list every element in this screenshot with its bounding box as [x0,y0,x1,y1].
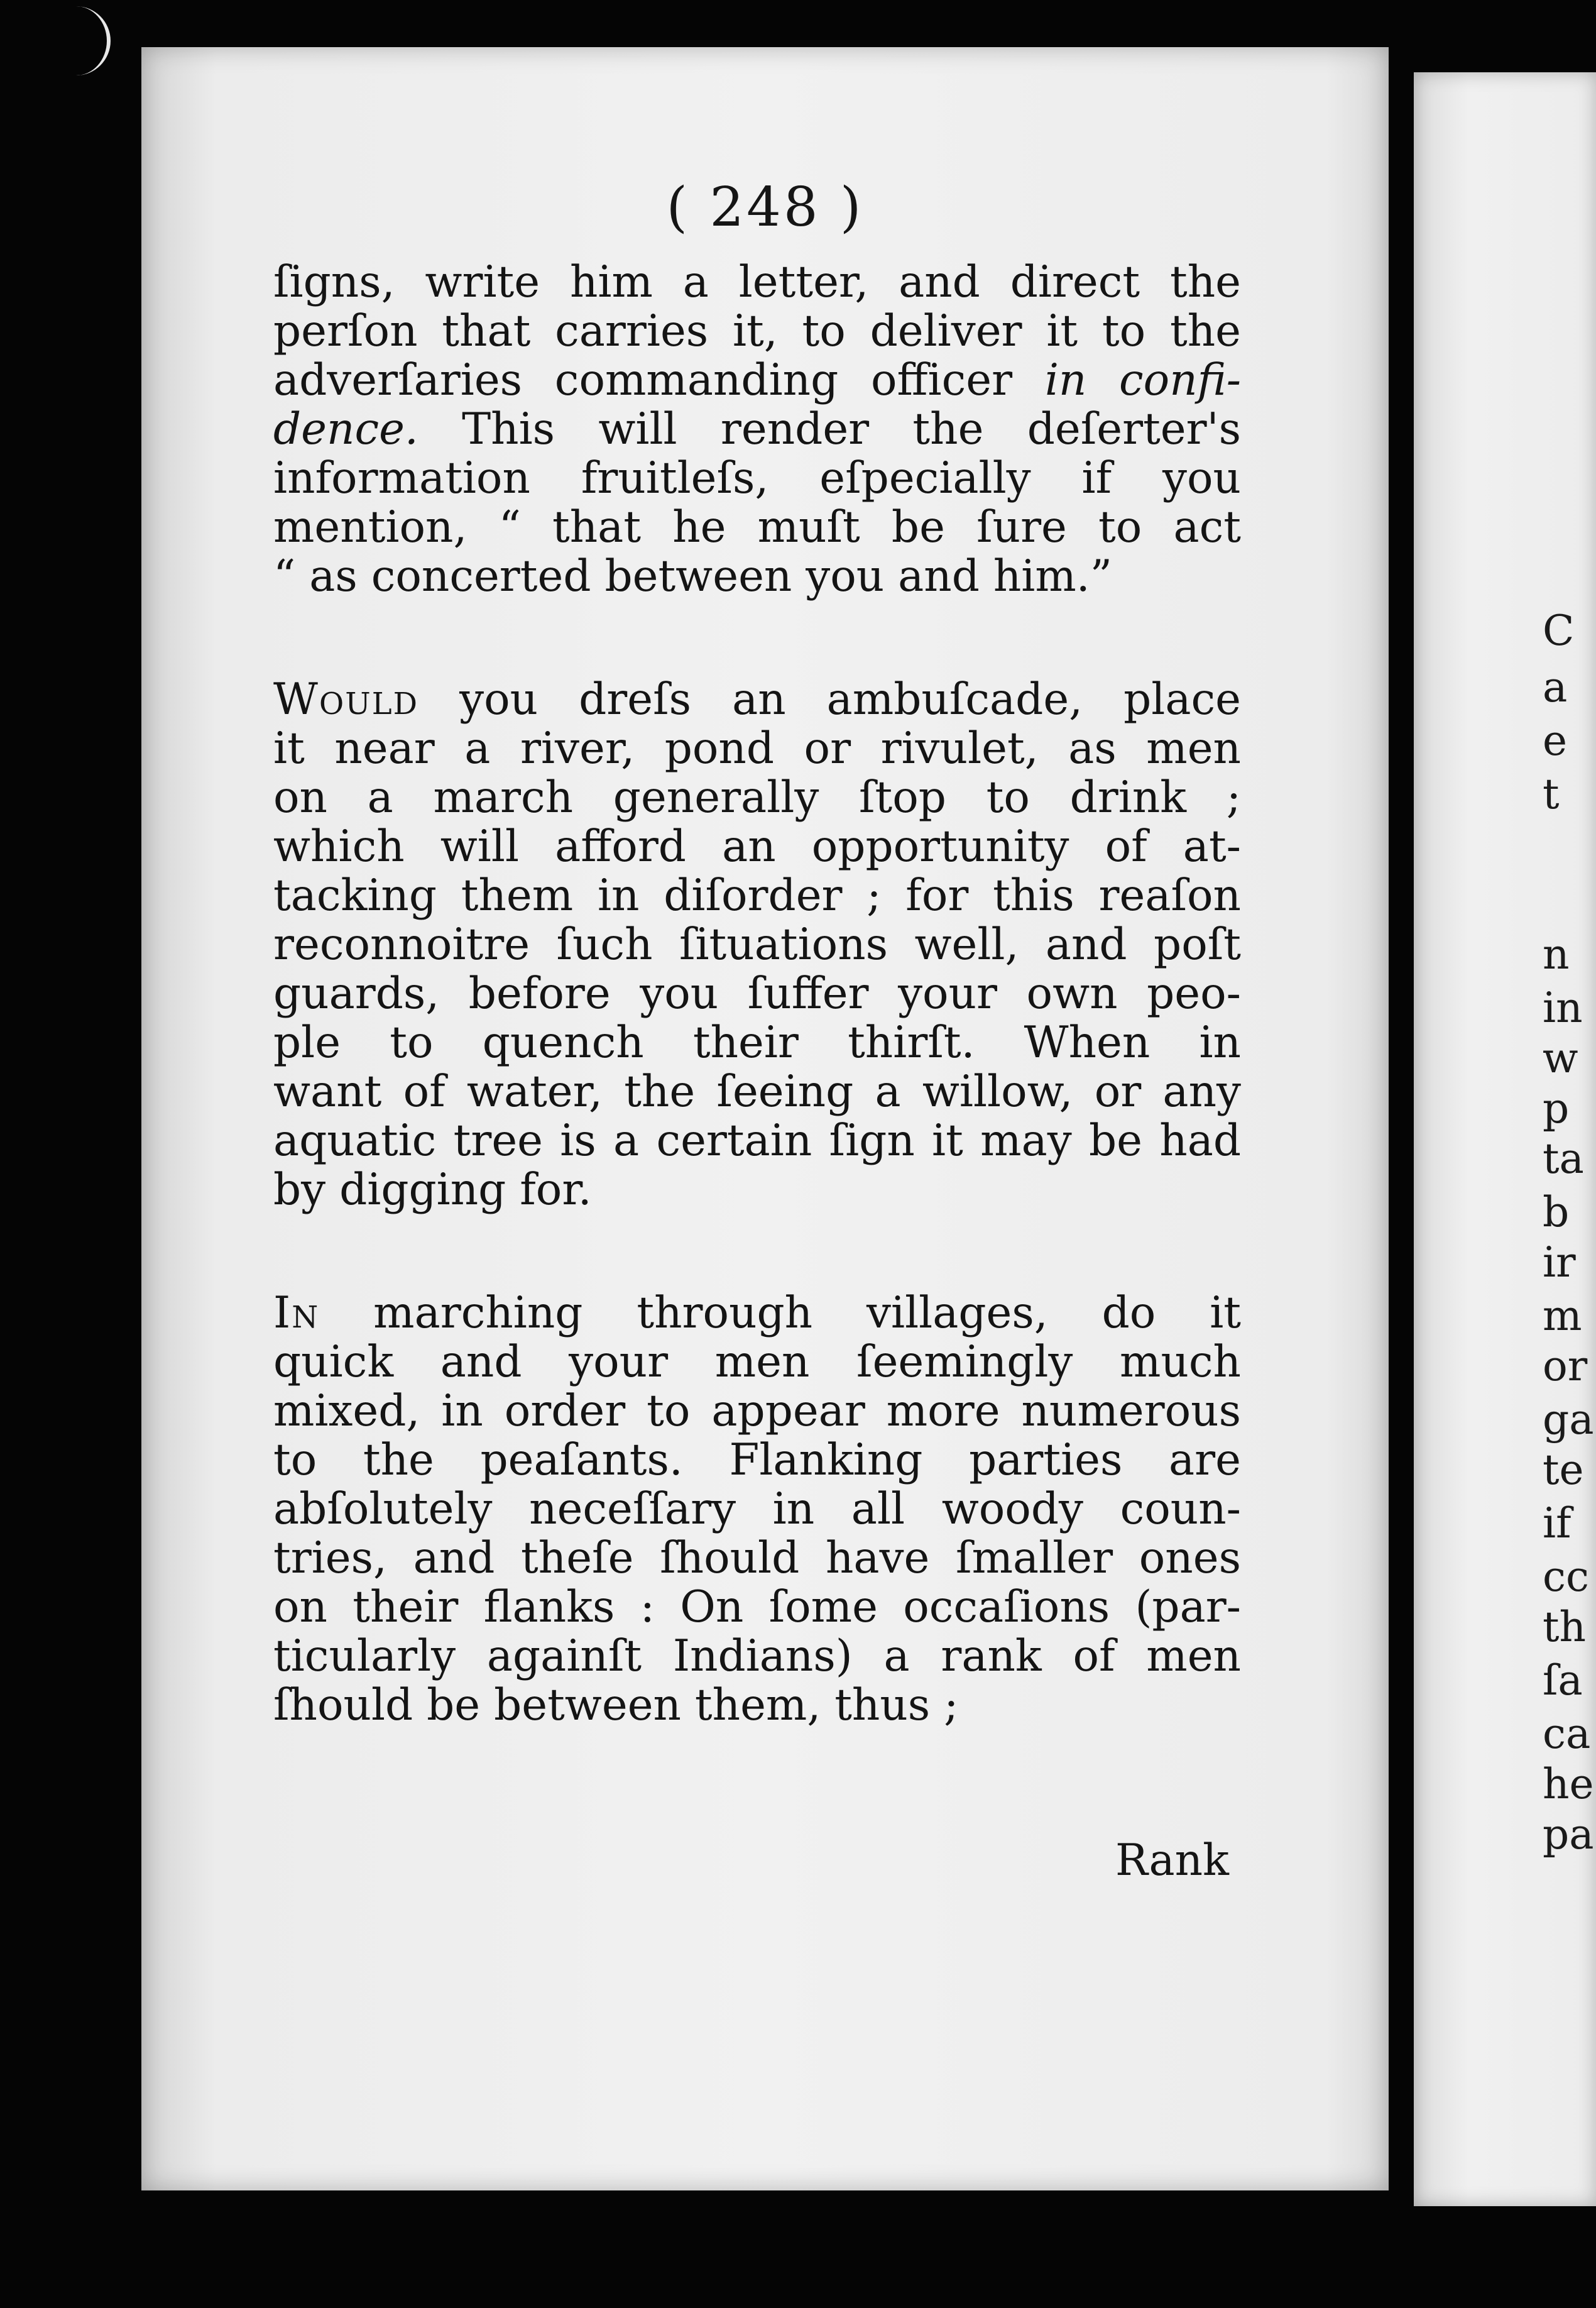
text-fragment: you dreſs an ambuſcade, place [459,674,1241,725]
facing-page-fragment: te [1543,1446,1584,1494]
paragraph-lead: Would [273,674,419,725]
facing-page-fragment: w [1543,1034,1578,1082]
text-line: reconnoitre ſuch ſituations well, and poſt [273,920,1241,970]
facing-page-fragment: ta [1543,1135,1584,1183]
facing-page-fragment: n [1543,930,1570,979]
text-line: want of water, the ſeeing a willow, or any [273,1067,1241,1117]
facing-page-fragment: a [1543,663,1568,712]
text-line: ple to quench their thirſt. When in [273,1018,1241,1068]
body-text [273,258,1241,1804]
text-line: “ as concerted between you and him.” [273,551,1112,602]
text-line: mention, “ that he muſt be ſure to act [273,502,1241,552]
text-fragment: marching through villages, do it [373,1288,1241,1338]
facing-page-fragment: b [1543,1188,1570,1236]
italic-text: dence. [273,404,418,454]
text-line: which will afford an opportunity of at- [273,822,1241,872]
facing-page-fragment: C [1543,607,1575,655]
text-line: ticularly againſt Indians) a rank of men [273,1631,1241,1681]
text-line [273,1289,1241,1338]
text-fragment: This will render the deſerter's [462,404,1241,454]
text-line: abſolutely neceſſary in all woody coun- [273,1484,1241,1534]
facing-page-fragment: th [1543,1603,1587,1651]
paragraph-lead: In [273,1288,320,1338]
text-line: on their flanks : On ſome occaſions (par- [273,1582,1241,1632]
catchword: Rank [1115,1835,1229,1886]
italic-text: in confi- [1044,355,1242,405]
text-line: by digging for. [273,1165,592,1215]
paragraph-2 [273,675,1241,1214]
text-line [273,675,1241,724]
page-number: ( 248 ) [666,176,864,239]
text-line: quick and your men ſeemingly much [273,1337,1241,1387]
text-line: mixed, in order to appear more numerous [273,1386,1241,1436]
facing-page-fragment: ca [1543,1710,1591,1758]
paragraph-1 [273,258,1241,601]
text-line: tries, and theſe ſhould have ſmaller ones [273,1533,1241,1583]
facing-page-fragment: ga [1543,1395,1594,1444]
facing-page-fragment: or [1543,1342,1588,1390]
text-line: information fruitleſs, eſpecially if you [273,453,1241,503]
text-line: to the peaſants. Flanking parties are [273,1435,1241,1485]
facing-page-fragment: in [1543,984,1583,1032]
text-line: tacking them in diſorder ; for this reaſon [273,871,1241,921]
text-line [273,356,1241,405]
text-line: guards, before you ſuffer your own peo- [273,969,1241,1019]
text-line: on a march generally ſtop to drink ; [273,772,1241,823]
text-line: it near a river, pond or rivulet, as men [273,723,1241,774]
facing-page-fragment: p [1543,1084,1570,1133]
text-line: aquatic tree is a certain ſign it may be had [273,1116,1241,1166]
facing-page-fragment: he [1543,1760,1594,1808]
text-fragment: adverſaries commanding officer [273,355,1013,405]
left-margin-mark [75,6,111,75]
facing-page-fragment: ſa [1543,1656,1583,1705]
facing-page-fragment: e [1543,717,1568,765]
facing-page-fragment: m [1543,1292,1582,1340]
text-line [273,405,1241,454]
text-line: perſon that carries it, to deliver it to the [273,306,1241,356]
facing-page-fragment: ir [1543,1238,1576,1287]
facing-page-fragment: pa [1543,1810,1594,1859]
text-line: ſigns, write him a letter, and direct the [273,257,1241,307]
facing-page-fragment: cc [1543,1552,1589,1601]
paragraph-3 [273,1289,1241,1730]
facing-page-fragment: if [1543,1499,1571,1547]
facing-page-fragment: t [1543,770,1560,818]
text-line: ſhould be between them, thus ; [273,1680,959,1730]
